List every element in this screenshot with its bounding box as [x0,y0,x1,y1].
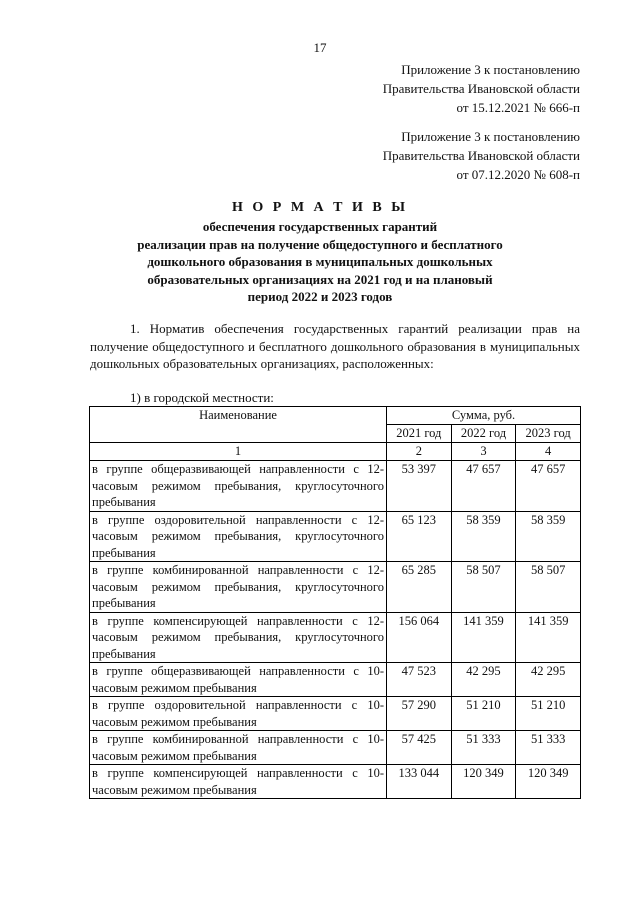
row-name-cell: в группе общеразвивающей направленности с 12-часовым режимом пребывания, круглосуточного пребывания [90,461,387,512]
header-sum-cell: Сумма, руб. [387,407,581,425]
row-name-cell: в группе комбинированной направленности с 10-часовым режимом пребывания [90,731,387,765]
header-year-cell: 2022 год [451,425,516,443]
value-2023-cell: 51 210 [516,697,581,731]
approval-line: Правительства Ивановской области [382,81,580,96]
table-row [90,697,581,731]
value-2021-cell: 47 523 [387,663,452,697]
approval-line: от 15.12.2021 № 666-п [456,100,580,115]
subtitle-line: период 2022 и 2023 годов [247,289,393,304]
value-2022-cell: 51 333 [451,731,516,765]
approval-line: Приложение 3 к постановлению [401,62,580,77]
approval-line: от 07.12.2020 № 608-п [456,167,580,182]
value-2023-cell: 51 333 [516,731,581,765]
value-2023-cell: 42 295 [516,663,581,697]
value-2023-cell: 58 507 [516,562,581,613]
row-name-cell: в группе компенсирующей направленности с 10-часовым режимом пребывания [90,765,387,799]
column-number-cell: 3 [451,443,516,461]
value-2023-cell: 141 359 [516,612,581,663]
table-row [90,731,581,765]
value-2023-cell: 120 349 [516,765,581,799]
value-2021-cell: 133 044 [387,765,452,799]
value-2022-cell: 58 507 [451,562,516,613]
table-row [90,511,581,562]
value-2021-cell: 53 397 [387,461,452,512]
header-year-cell: 2023 год [516,425,581,443]
value-2022-cell: 58 359 [451,511,516,562]
value-2021-cell: 65 285 [387,562,452,613]
table-header-row [90,407,581,425]
subtitle-line: образовательных организациях на 2021 год и на плановый [147,271,493,287]
value-2022-cell: 47 657 [451,461,516,512]
subtitle-line: дошкольного образования в муниципальных дошкольных [147,254,493,269]
table-row [90,663,581,697]
paragraph-text: 1. Норматив обеспечения государственных гарантий реализации прав на получение общедоступного и бесплатного дошкольного образования в муниципальных дошкольных образовательных организациях, расположенных: [90,321,580,371]
value-2022-cell: 120 349 [451,765,516,799]
row-name-cell: в группе компенсирующей направленности с 12-часовым режимом пребывания, круглосуточного пребывания [90,612,387,663]
approval-line: Приложение 3 к постановлению [401,129,580,144]
subtitle-line: обеспечения государственных гарантий [202,219,438,234]
header-name-cell: Наименование [90,407,387,443]
value-2023-cell: 47 657 [516,461,581,512]
approval-block-current [383,60,580,117]
subtitle-line: реализации прав на получение общедоступного и бесплатного [137,236,503,252]
value-2021-cell: 57 290 [387,697,452,731]
value-2022-cell: 51 210 [451,697,516,731]
approval-line: Правительства Ивановской области [382,148,580,163]
column-number-cell: 4 [516,443,581,461]
document-subtitle [100,218,540,306]
table-row [90,461,581,512]
row-name-cell: в группе оздоровительной направленности с 10-часовым режимом пребывания [90,697,387,731]
table-row [90,562,581,613]
value-2021-cell: 57 425 [387,731,452,765]
column-number-cell: 1 [90,443,387,461]
row-name-cell: в группе общеразвивающей направленности с 10-часовым режимом пребывания [90,663,387,697]
column-number-cell: 2 [387,443,452,461]
page-number: 17 [313,40,327,55]
value-2023-cell: 58 359 [516,511,581,562]
approval-block-previous [383,127,580,184]
subsection-heading: 1) в городской местности: [130,390,274,405]
row-name-cell: в группе оздоровительной направленности с 12-часовым режимом пребывания, круглосуточного пребывания [90,511,387,562]
section-paragraph [90,320,580,373]
header-year-cell: 2021 год [387,425,452,443]
value-2022-cell: 42 295 [451,663,516,697]
table-row [90,765,581,799]
value-2022-cell: 141 359 [451,612,516,663]
value-2021-cell: 156 064 [387,612,452,663]
row-name-cell: в группе комбинированной направленности с 12-часовым режимом пребывания, круглосуточного пребывания [90,562,387,613]
document-title: Н О Р М А Т И В Ы [232,200,408,215]
table-row [90,612,581,663]
norms-table [89,406,581,799]
table-column-numbers-row [90,443,581,461]
value-2021-cell: 65 123 [387,511,452,562]
